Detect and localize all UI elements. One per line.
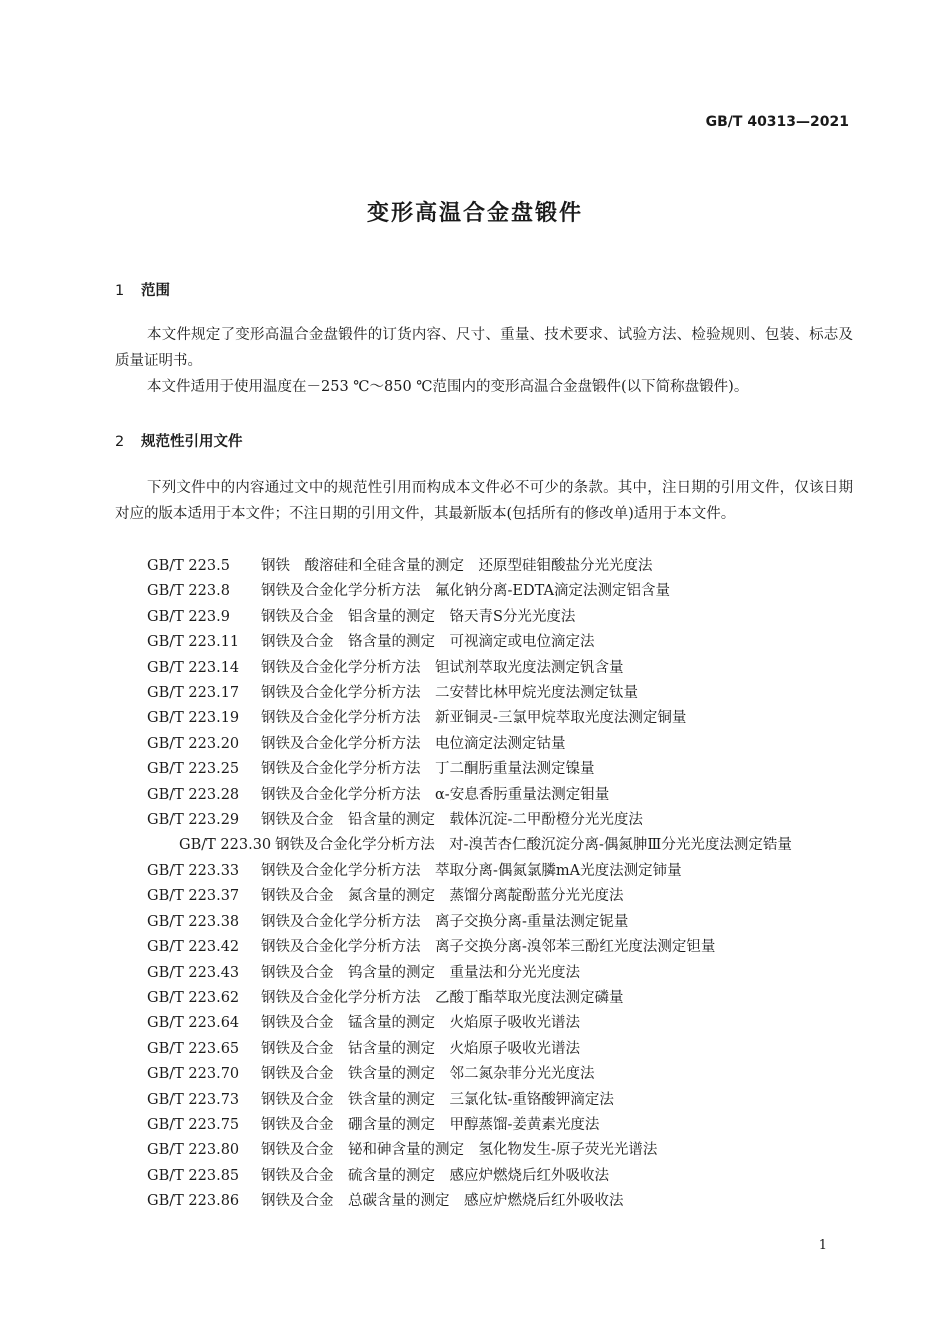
reference-title: 钢铁及合金 氮含量的测定 蒸馏分离靛酚蓝分光光度法 [261, 888, 624, 905]
reference-title: 钢铁及合金化学分析方法 对-溴苦杏仁酸沉淀分离-偶氮胂Ⅲ分光光度法测定锆量 [275, 837, 792, 854]
reference-code: GB/T 223.30 [179, 837, 272, 854]
reference-title: 钢铁及合金 钴含量的测定 火焰原子吸收光谱法 [261, 1040, 580, 1057]
reference-item [115, 808, 853, 833]
reference-code: GB/T 223.75 [147, 1116, 240, 1133]
reference-title: 钢铁及合金 铁含量的测定 邻二氮杂菲分光光度法 [261, 1066, 595, 1083]
reference-code: GB/T 223.70 [147, 1066, 240, 1083]
references-intro-paragraph: 下列文件中的内容通过文中的规范性引用而构成本文件必不可少的条款。其中，注日期的引用文件，仅该日期对应的版本适用于本文件；不注日期的引用文件，其最新版本(包括所有的修改单)适用于本文件。 [115, 480, 853, 522]
reference-title: 钢铁 酸溶硅和全硅含量的测定 还原型硅钼酸盐分光光度法 [261, 558, 653, 574]
reference-title: 钢铁及合金化学分析方法 钽试剂萃取光度法测定钒含量 [261, 659, 624, 676]
scope-paragraph: 本文件适用于使用温度在－253 ℃～850 ℃范围内的变形高温合金盘锻件(以下简称盘锻件)。 [147, 379, 749, 395]
page-number: 1 [818, 1238, 827, 1253]
reference-item [115, 630, 853, 655]
reference-title: 钢铁及合金化学分析方法 萃取分离-偶氮氯膦mA光度法测定铈量 [261, 862, 682, 879]
reference-item [115, 859, 853, 884]
reference-title: 钢铁及合金化学分析方法 离子交换分离-重量法测定铌量 [261, 913, 629, 930]
reference-item [115, 579, 853, 604]
reference-code: GB/T 223.20 [147, 735, 240, 752]
reference-item [115, 961, 853, 986]
reference-title: 钢铁及合金化学分析方法 α-安息香肟重量法测定钼量 [261, 786, 610, 803]
reference-code: GB/T 223.38 [147, 913, 240, 930]
reference-item [115, 605, 853, 630]
reference-title: 钢铁及合金 铁含量的测定 三氯化钛-重铬酸钾滴定法 [261, 1091, 614, 1108]
reference-title: 钢铁及合金 总碳含量的测定 感应炉燃烧后红外吸收法 [261, 1193, 624, 1210]
reference-code: GB/T 223.5 [147, 558, 230, 574]
reference-item [115, 732, 853, 757]
reference-title: 钢铁及合金化学分析方法 新亚铜灵-三氯甲烷萃取光度法测定铜量 [261, 710, 687, 727]
reference-item [115, 681, 853, 706]
reference-title: 钢铁及合金化学分析方法 丁二酮肟重量法测定镍量 [261, 761, 595, 778]
reference-item [115, 554, 853, 579]
reference-item [115, 783, 853, 808]
reference-list [115, 554, 853, 1215]
reference-item [115, 884, 853, 909]
reference-code: GB/T 223.64 [147, 1015, 240, 1032]
reference-code: GB/T 223.42 [147, 939, 240, 956]
section-number: 1 [115, 283, 125, 299]
reference-code: GB/T 223.65 [147, 1040, 240, 1057]
reference-item [115, 1062, 853, 1087]
reference-code: GB/T 223.14 [147, 659, 240, 676]
reference-title: 钢铁及合金化学分析方法 离子交换分离-溴邻苯三酚红光度法测定钽量 [261, 939, 716, 956]
reference-title: 钢铁及合金 铝含量的测定 铬天青S分光光度法 [261, 608, 576, 625]
section-number: 2 [115, 434, 125, 450]
reference-title: 钢铁及合金 铅含量的测定 载体沉淀-二甲酚橙分光光度法 [261, 812, 643, 829]
standard-code: GB/T 40313—2021 [705, 114, 849, 130]
reference-code: GB/T 223.33 [147, 862, 240, 879]
reference-title: 钢铁及合金 钨含量的测定 重量法和分光光度法 [261, 964, 580, 981]
reference-item [115, 986, 853, 1011]
reference-item [115, 935, 853, 960]
reference-item [115, 1088, 853, 1113]
reference-title: 钢铁及合金 硼含量的测定 甲醇蒸馏-姜黄素光度法 [261, 1116, 600, 1133]
section-title: 范围 [141, 283, 170, 299]
reference-item [115, 1113, 853, 1138]
section-heading-normative-references [115, 430, 243, 451]
reference-code: GB/T 223.73 [147, 1091, 240, 1108]
reference-title: 钢铁及合金 铋和砷含量的测定 氢化物发生-原子荧光光谱法 [261, 1142, 658, 1159]
reference-code: GB/T 223.28 [147, 786, 240, 803]
reference-item [115, 1189, 853, 1214]
reference-code: GB/T 223.62 [147, 989, 240, 1006]
reference-code: GB/T 223.25 [147, 761, 240, 778]
reference-item [115, 1138, 853, 1163]
reference-item [115, 910, 853, 935]
reference-title: 钢铁及合金化学分析方法 氟化钠分离-EDTA滴定法测定铝含量 [261, 583, 670, 600]
reference-title: 钢铁及合金 硫含量的测定 感应炉燃烧后红外吸收法 [261, 1167, 609, 1184]
reference-item [115, 1011, 853, 1036]
reference-code: GB/T 223.19 [147, 710, 240, 727]
reference-title: 钢铁及合金化学分析方法 乙酸丁酯萃取光度法测定磷量 [261, 989, 624, 1006]
reference-title: 钢铁及合金 铬含量的测定 可视滴定或电位滴定法 [261, 634, 595, 651]
reference-item [115, 706, 853, 731]
scope-paragraph: 本文件规定了变形高温合金盘锻件的订货内容、尺寸、重量、技术要求、试验方法、检验规则、包装、标志及质量证明书。 [115, 327, 853, 369]
section-heading-scope [115, 279, 170, 300]
reference-item [115, 757, 853, 782]
reference-code: GB/T 223.29 [147, 812, 240, 829]
reference-code: GB/T 223.80 [147, 1142, 240, 1159]
reference-item [115, 656, 853, 681]
reference-item [115, 1164, 853, 1189]
reference-code: GB/T 223.37 [147, 888, 240, 905]
reference-code: GB/T 223.17 [147, 685, 240, 702]
reference-code: GB/T 223.86 [147, 1193, 240, 1210]
reference-code: GB/T 223.8 [147, 583, 230, 600]
document-title: 变形高温合金盘锻件 [366, 201, 583, 226]
reference-code: GB/T 223.11 [147, 634, 240, 651]
reference-item [115, 1037, 853, 1062]
reference-title: 钢铁及合金化学分析方法 二安替比林甲烷光度法测定钛量 [261, 685, 638, 702]
reference-item [115, 833, 853, 858]
reference-code: GB/T 223.9 [147, 608, 230, 625]
reference-title: 钢铁及合金化学分析方法 电位滴定法测定钴量 [261, 735, 566, 752]
reference-title: 钢铁及合金 锰含量的测定 火焰原子吸收光谱法 [261, 1015, 580, 1032]
reference-code: GB/T 223.43 [147, 964, 240, 981]
section-title: 规范性引用文件 [141, 434, 243, 450]
reference-code: GB/T 223.85 [147, 1167, 240, 1184]
